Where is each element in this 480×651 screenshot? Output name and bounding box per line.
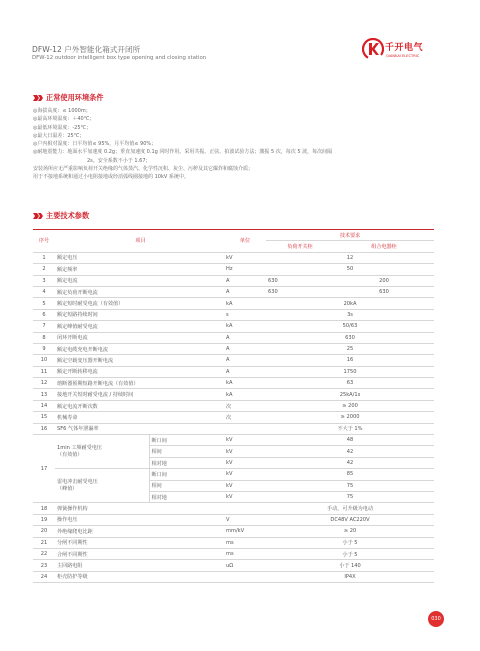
- cell-load-value: 630: [266, 286, 334, 297]
- cell-no: 5: [33, 298, 55, 309]
- env-line: ◎最高环境温度：＋40℃；: [33, 116, 95, 123]
- cell-item: 额定短路持续时间: [55, 309, 224, 320]
- cell-item: 额定负荷开断电流: [55, 286, 224, 297]
- cell-value: 25kA/1s: [266, 389, 434, 400]
- table-row: [33, 286, 434, 297]
- cell-group-label: [55, 435, 149, 469]
- cell-no: 22: [33, 548, 55, 559]
- table-row: [33, 309, 434, 320]
- env-line: ◎户内相对湿度：日平均值≤ 95%，月平均值≤ 90%；: [33, 141, 157, 148]
- table-row: [33, 571, 434, 582]
- cell-item: 额定开断转移电流: [55, 366, 224, 377]
- cell-no: 14: [33, 400, 55, 411]
- cell-unit: kA: [224, 389, 266, 400]
- cell-sub-item: 相间: [149, 480, 224, 491]
- cell-unit: kV: [224, 457, 266, 468]
- table-row: [33, 548, 434, 559]
- page-title: DFW-12 户外智能化箱式开闭所: [32, 45, 141, 54]
- company-logo: [362, 38, 452, 72]
- cell-unit: kV: [224, 435, 266, 446]
- cell-unit: s: [224, 309, 266, 320]
- table-row: [33, 298, 434, 309]
- cell-unit: 次: [224, 400, 266, 411]
- cell-item: 额定电缆充电开断电流: [55, 343, 224, 354]
- table-row: [33, 366, 434, 377]
- header-combo: 组合电器柜: [334, 241, 434, 252]
- group-label-main: 1min 工频耐受电压: [57, 444, 103, 451]
- section-mark-icon: [33, 94, 43, 102]
- group-label-main: 雷电冲击耐受电压: [57, 478, 98, 485]
- cell-group-label: [55, 469, 149, 503]
- table-row: [33, 423, 434, 434]
- cell-combo-value: 630: [334, 286, 434, 297]
- header-load-switch: 负荷开关柜: [266, 241, 334, 252]
- table-row: [33, 264, 434, 275]
- page-number: 030: [428, 611, 444, 627]
- cell-unit: kV: [224, 480, 266, 491]
- cell-no: 17: [33, 435, 55, 503]
- cell-unit: V: [224, 514, 266, 525]
- table-body: [33, 252, 434, 582]
- cell-value: 16: [266, 355, 434, 366]
- section-title-params: 主要技术参数: [46, 211, 90, 220]
- cell-item: 操作电压: [55, 514, 224, 525]
- cell-unit: A: [224, 332, 266, 343]
- table-row: [33, 537, 434, 548]
- cell-item: 机械寿命: [55, 412, 224, 423]
- cell-unit: kA: [224, 298, 266, 309]
- table-row: [33, 412, 434, 423]
- cell-unit: A: [224, 355, 266, 366]
- cell-sub-item: 相对地: [149, 457, 224, 468]
- cell-unit: kA: [224, 321, 266, 332]
- table-row: [33, 526, 434, 537]
- cell-no: 12: [33, 378, 55, 389]
- logo-chinese-name: 千开电气: [385, 43, 424, 53]
- cell-value: 50: [266, 264, 434, 275]
- cell-value: 不大于 1%: [266, 423, 434, 434]
- cell-value: 85: [266, 469, 434, 480]
- cell-unit: kV: [224, 252, 266, 263]
- tech-params-table: [33, 229, 434, 583]
- cell-item: 额定峰值耐受电流: [55, 321, 224, 332]
- cell-no: 15: [33, 412, 55, 423]
- header-item: 项目: [55, 230, 224, 253]
- cell-no: 6: [33, 309, 55, 320]
- cell-value: ≥ 2000: [266, 412, 434, 423]
- cell-item: 熔断器预期短路开断电流（有效值）: [55, 378, 224, 389]
- table-row: [33, 378, 434, 389]
- header-no: 序号: [33, 230, 55, 253]
- page-subtitle: DFW-12 outdoor intelligent box type opening and closing station: [32, 55, 207, 61]
- cell-item: SF6 气体年泄漏率: [55, 423, 224, 434]
- table-row: [33, 435, 434, 446]
- cell-value: 手动，可升级为电动: [266, 503, 434, 514]
- logo-mark-icon: [362, 38, 384, 60]
- cell-no: 10: [33, 355, 55, 366]
- cell-item: 接地开关短时耐受电流 / 持续时间: [55, 389, 224, 400]
- cell-unit: [224, 571, 266, 582]
- group-label-note: （峰值）: [57, 485, 78, 492]
- cell-no: 19: [33, 514, 55, 525]
- cell-unit: A: [224, 343, 266, 354]
- cell-value: 50/63: [266, 321, 434, 332]
- cell-no: 16: [33, 423, 55, 434]
- cell-item: 柜壳防护等级: [55, 571, 224, 582]
- cell-value: 42: [266, 457, 434, 468]
- cell-value: 20kA: [266, 298, 434, 309]
- cell-unit: Hz: [224, 264, 266, 275]
- cell-item: 额定空载变压器开断电流: [55, 355, 224, 366]
- cell-value: 630: [266, 332, 434, 343]
- cell-value: DC48V AC220V: [266, 514, 434, 525]
- cell-item: 额定电流开断次数: [55, 400, 224, 411]
- table-row: [33, 252, 434, 263]
- section-title-environment: 正常使用环境条件: [46, 93, 104, 102]
- cell-value: 75: [266, 480, 434, 491]
- cell-no: 21: [33, 537, 55, 548]
- table-row: [33, 469, 434, 480]
- cell-value: 63: [266, 378, 434, 389]
- cell-item: 外绝缘爬电比距: [55, 526, 224, 537]
- cell-no: 1: [33, 252, 55, 263]
- cell-unit: uΩ: [224, 560, 266, 571]
- cell-no: 4: [33, 286, 55, 297]
- env-line: ◎最大日温差：25℃；: [33, 132, 85, 139]
- cell-unit: kV: [224, 469, 266, 480]
- section-heading-environment: [33, 93, 104, 103]
- cell-unit: [224, 503, 266, 514]
- cell-no: 13: [33, 389, 55, 400]
- cell-unit: kV: [224, 446, 266, 457]
- env-line: 安装场所应无严重影响负荷开关绝缘的气体蒸汽、化学性沉积、灰尘、污秽及其它爆炸和腐蚀介质；: [33, 166, 254, 173]
- cell-no: 8: [33, 332, 55, 343]
- cell-item: 额定频率: [55, 264, 224, 275]
- cell-value: 25: [266, 343, 434, 354]
- cell-item: 闭环开断电流: [55, 332, 224, 343]
- cell-no: 20: [33, 526, 55, 537]
- cell-value: IP4X: [266, 571, 434, 582]
- cell-unit: kA: [224, 378, 266, 389]
- cell-no: 7: [33, 321, 55, 332]
- env-line: ◎海拔高度：≤ 1000m；: [33, 108, 91, 114]
- cell-value: 3s: [266, 309, 434, 320]
- cell-item: 主回路电阻: [55, 560, 224, 571]
- table-row: [33, 560, 434, 571]
- section-heading-params: [33, 211, 89, 221]
- cell-value: 1750: [266, 366, 434, 377]
- cell-no: 2: [33, 264, 55, 275]
- table-row: [33, 332, 434, 343]
- cell-unit: ms: [224, 548, 266, 559]
- cell-item: 额定短时耐受电流（有效值）: [55, 298, 224, 309]
- cell-value: 小于 140: [266, 560, 434, 571]
- logo-english-name: QIANKAI ELECTRIC: [386, 54, 420, 58]
- cell-unit: A: [224, 366, 266, 377]
- cell-unit: A: [224, 286, 266, 297]
- header-unit: 单位: [224, 230, 266, 253]
- cell-value: 12: [266, 252, 434, 263]
- table-row: [33, 343, 434, 354]
- cell-sub-item: 相间: [149, 446, 224, 457]
- cell-value: 42: [266, 446, 434, 457]
- table-row: [33, 389, 434, 400]
- cell-item: 合闸不同期性: [55, 548, 224, 559]
- cell-no: 9: [33, 343, 55, 354]
- header-tech-req: 技术要求: [266, 230, 434, 241]
- cell-no: 3: [33, 275, 55, 286]
- environment-list: [33, 107, 433, 182]
- table-row: [33, 400, 434, 411]
- cell-unit: 次: [224, 412, 266, 423]
- cell-no: 18: [33, 503, 55, 514]
- cell-unit: kV: [224, 491, 266, 502]
- env-line: ◎耐地震能力：地面水平加速度 0.2g；垂直加速度 0.1g 同时作用。采用共振、正弦、拍波试验方法；激振 5 次，每次 5 波，每次间隔: [33, 149, 333, 156]
- cell-value: ≥ 200: [266, 400, 434, 411]
- env-line: 2s。安全系数不小于 1.67；: [87, 157, 151, 164]
- cell-value: 小于 5: [266, 537, 434, 548]
- cell-item: 额定电压: [55, 252, 224, 263]
- cell-load-value: 630: [266, 275, 334, 286]
- cell-value: 小于 5: [266, 548, 434, 559]
- env-line: 用于不接地系统和通过小电阻接地或经消弧线圈接地的 10kV 系统中。: [33, 174, 189, 181]
- table-row: [33, 275, 434, 286]
- cell-sub-item: 相对地: [149, 491, 224, 502]
- cell-value: 48: [266, 435, 434, 446]
- cell-value: 75: [266, 491, 434, 502]
- cell-unit: mm/kV: [224, 526, 266, 537]
- table-row: [33, 503, 434, 514]
- cell-sub-item: 断口间: [149, 435, 224, 446]
- table-row: [33, 514, 434, 525]
- cell-item: 分闸不同期性: [55, 537, 224, 548]
- cell-unit: ms: [224, 537, 266, 548]
- group-label-note: （有效值）: [57, 451, 83, 458]
- cell-value: ≥ 20: [266, 526, 434, 537]
- section-mark-icon: [33, 212, 43, 220]
- cell-combo-value: 200: [334, 275, 434, 286]
- cell-no: 11: [33, 366, 55, 377]
- table-row: [33, 321, 434, 332]
- table-row: [33, 355, 434, 366]
- cell-no: 24: [33, 571, 55, 582]
- cell-no: 23: [33, 560, 55, 571]
- cell-item: 弹簧操作机构: [55, 503, 224, 514]
- env-line: ◎最低环境温度：-25℃；: [33, 124, 92, 131]
- cell-unit: [224, 423, 266, 434]
- cell-sub-item: 断口间: [149, 469, 224, 480]
- cell-item: 额定电流: [55, 275, 224, 286]
- cell-unit: A: [224, 275, 266, 286]
